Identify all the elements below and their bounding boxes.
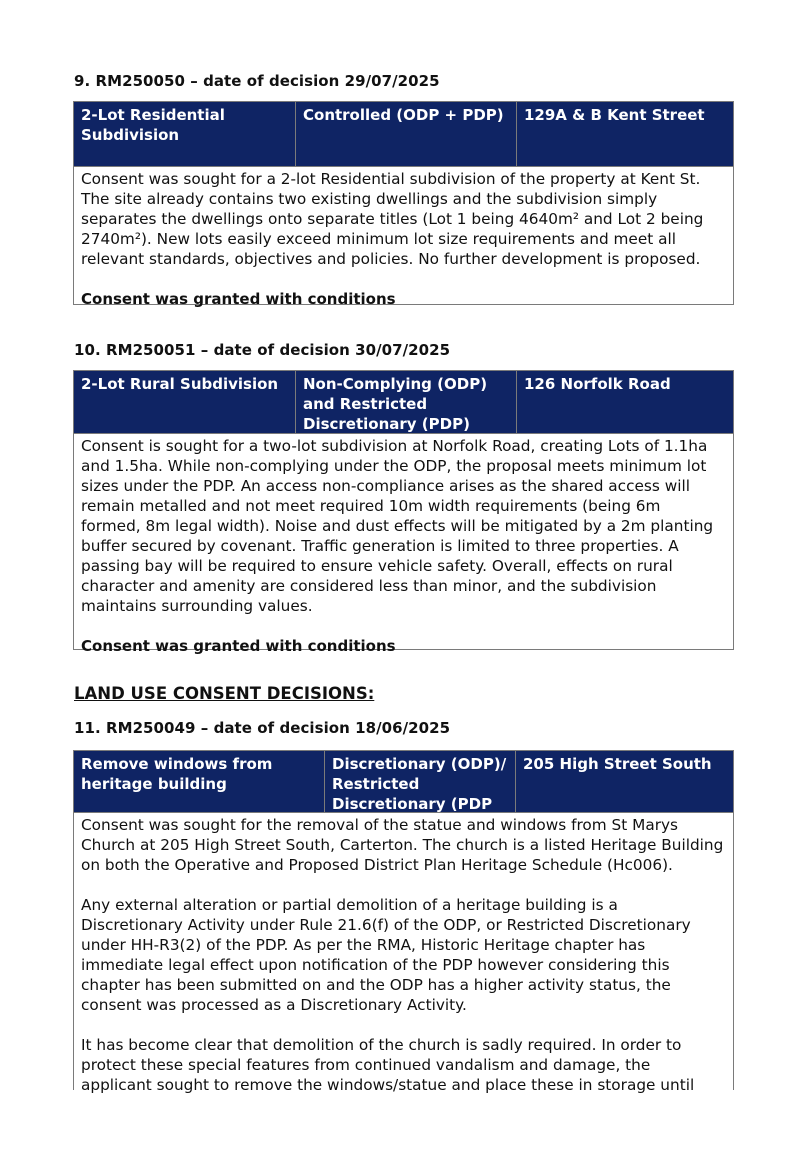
activity-status: Controlled (ODP + PDP) [303,106,504,124]
text-line: immediate legal effect upon notification of the PDP however considering this [81,956,670,974]
text-line: on both the Operative and Proposed District Plan Heritage Schedule (Hc006). [81,856,673,874]
description-paragraph [81,436,725,616]
consent-type-cell [74,102,295,166]
text-line: Any external alteration or partial demolition of a heritage building is a [81,896,618,914]
address-cell [516,102,733,166]
consent-type-cell [74,751,324,812]
activity-status-cell [324,751,515,812]
text-line: buffer secured by covenant. Traffic generation is limited to three properties. A [81,537,679,555]
description-paragraph [81,169,725,269]
text-line: chapter has been submitted on and the ODP has a higher activity status, the [81,976,671,994]
text-line: Consent is sought for a two-lot subdivision at Norfolk Road, creating Lots of 1.1ha [81,437,708,455]
text-line: remain metalled and not meet required 10m width requirements (being 6m [81,497,661,515]
decision-description [74,813,733,1095]
decision-table-10 [73,370,734,655]
decision-description [74,167,733,309]
text-line: 2740m²). New lots easily exceed minimum lot size requirements and meet all [81,230,676,248]
description-paragraph [81,815,725,875]
decision-table-9 [73,101,734,308]
activity-status-cell [295,371,516,433]
site-address: 205 High Street South [523,755,712,773]
text-line: consent was processed as a Discretionary Activity. [81,996,467,1014]
decision-header-row [74,751,733,813]
activity-status: Non-Complying (ODP) and Restricted Discretionary (PDP) [303,375,488,433]
decision-header-row [74,102,733,167]
text-line: Consent was sought for a 2-lot Residential subdivision of the property at Kent St. [81,170,701,188]
activity-status: Discretionary (ODP)/ Restricted Discretionary (PDP [332,755,507,813]
decision-heading-9: 9. RM250050 – date of decision 29/07/2025 [74,72,440,90]
description-paragraph [81,1035,725,1095]
decision-heading-11: 11. RM250049 – date of decision 18/06/2025 [74,719,451,737]
text-line: protect these special features from continued vandalism and damage, the [81,1056,651,1074]
address-cell [516,371,733,433]
text-line: under HH-R3(2) of the PDP. As per the RMA, Historic Heritage chapter has [81,936,646,954]
text-line: Discretionary Activity under Rule 21.6(f) of the ODP, or Restricted Discretionary [81,916,691,934]
text-line: separates the dwellings onto separate titles (Lot 1 being 4640m² and Lot 2 being [81,210,704,228]
decision-outcome: Consent was granted with conditions [81,290,396,308]
text-line: The site already contains two existing dwellings and the subdivision simply [81,190,658,208]
text-line: character and amenity are considered less than minor, and the subdivision [81,577,657,595]
text-line: maintains surrounding values. [81,597,313,615]
description-paragraph [81,895,725,1015]
decision-outcome: Consent was granted with conditions [81,637,396,655]
consent-type: 2-Lot Rural Subdivision [81,375,279,393]
text-line: and 1.5ha. While non-complying under the ODP, the proposal meets minimum lot [81,457,707,475]
text-line: Consent was sought for the removal of the statue and windows from St Marys [81,816,679,834]
site-address: 126 Norfolk Road [524,375,671,393]
text-line: relevant standards, objectives and policies. No further development is proposed. [81,250,701,268]
land-use-section-title: LAND USE CONSENT DECISIONS: [74,684,375,703]
address-cell [515,751,733,812]
decision-heading-10: 10. RM250051 – date of decision 30/07/2025 [74,341,451,359]
site-address: 129A & B Kent Street [524,106,705,124]
text-line: Church at 205 High Street South, Carterton. The church is a listed Heritage Building [81,836,724,854]
text-line: sizes under the PDP. An access non-compliance arises as the shared access will [81,477,690,495]
text-line: It has become clear that demolition of the church is sadly required. In order to [81,1036,682,1054]
decision-header-row [74,371,733,434]
text-line: formed, 8m legal width). Noise and dust effects will be mitigated by a 2m planting [81,517,714,535]
consent-type: Remove windows from heritage building [81,755,273,793]
text-line: applicant sought to remove the windows/statue and place these in storage until [81,1076,695,1094]
decision-description [74,434,733,656]
decision-table-11 [73,750,734,1094]
activity-status-cell [295,102,516,166]
consent-type-cell [74,371,295,433]
consent-type: 2-Lot Residential Subdivision [81,106,225,144]
text-line: passing bay will be required to ensure vehicle safety. Overall, effects on rural [81,557,673,575]
